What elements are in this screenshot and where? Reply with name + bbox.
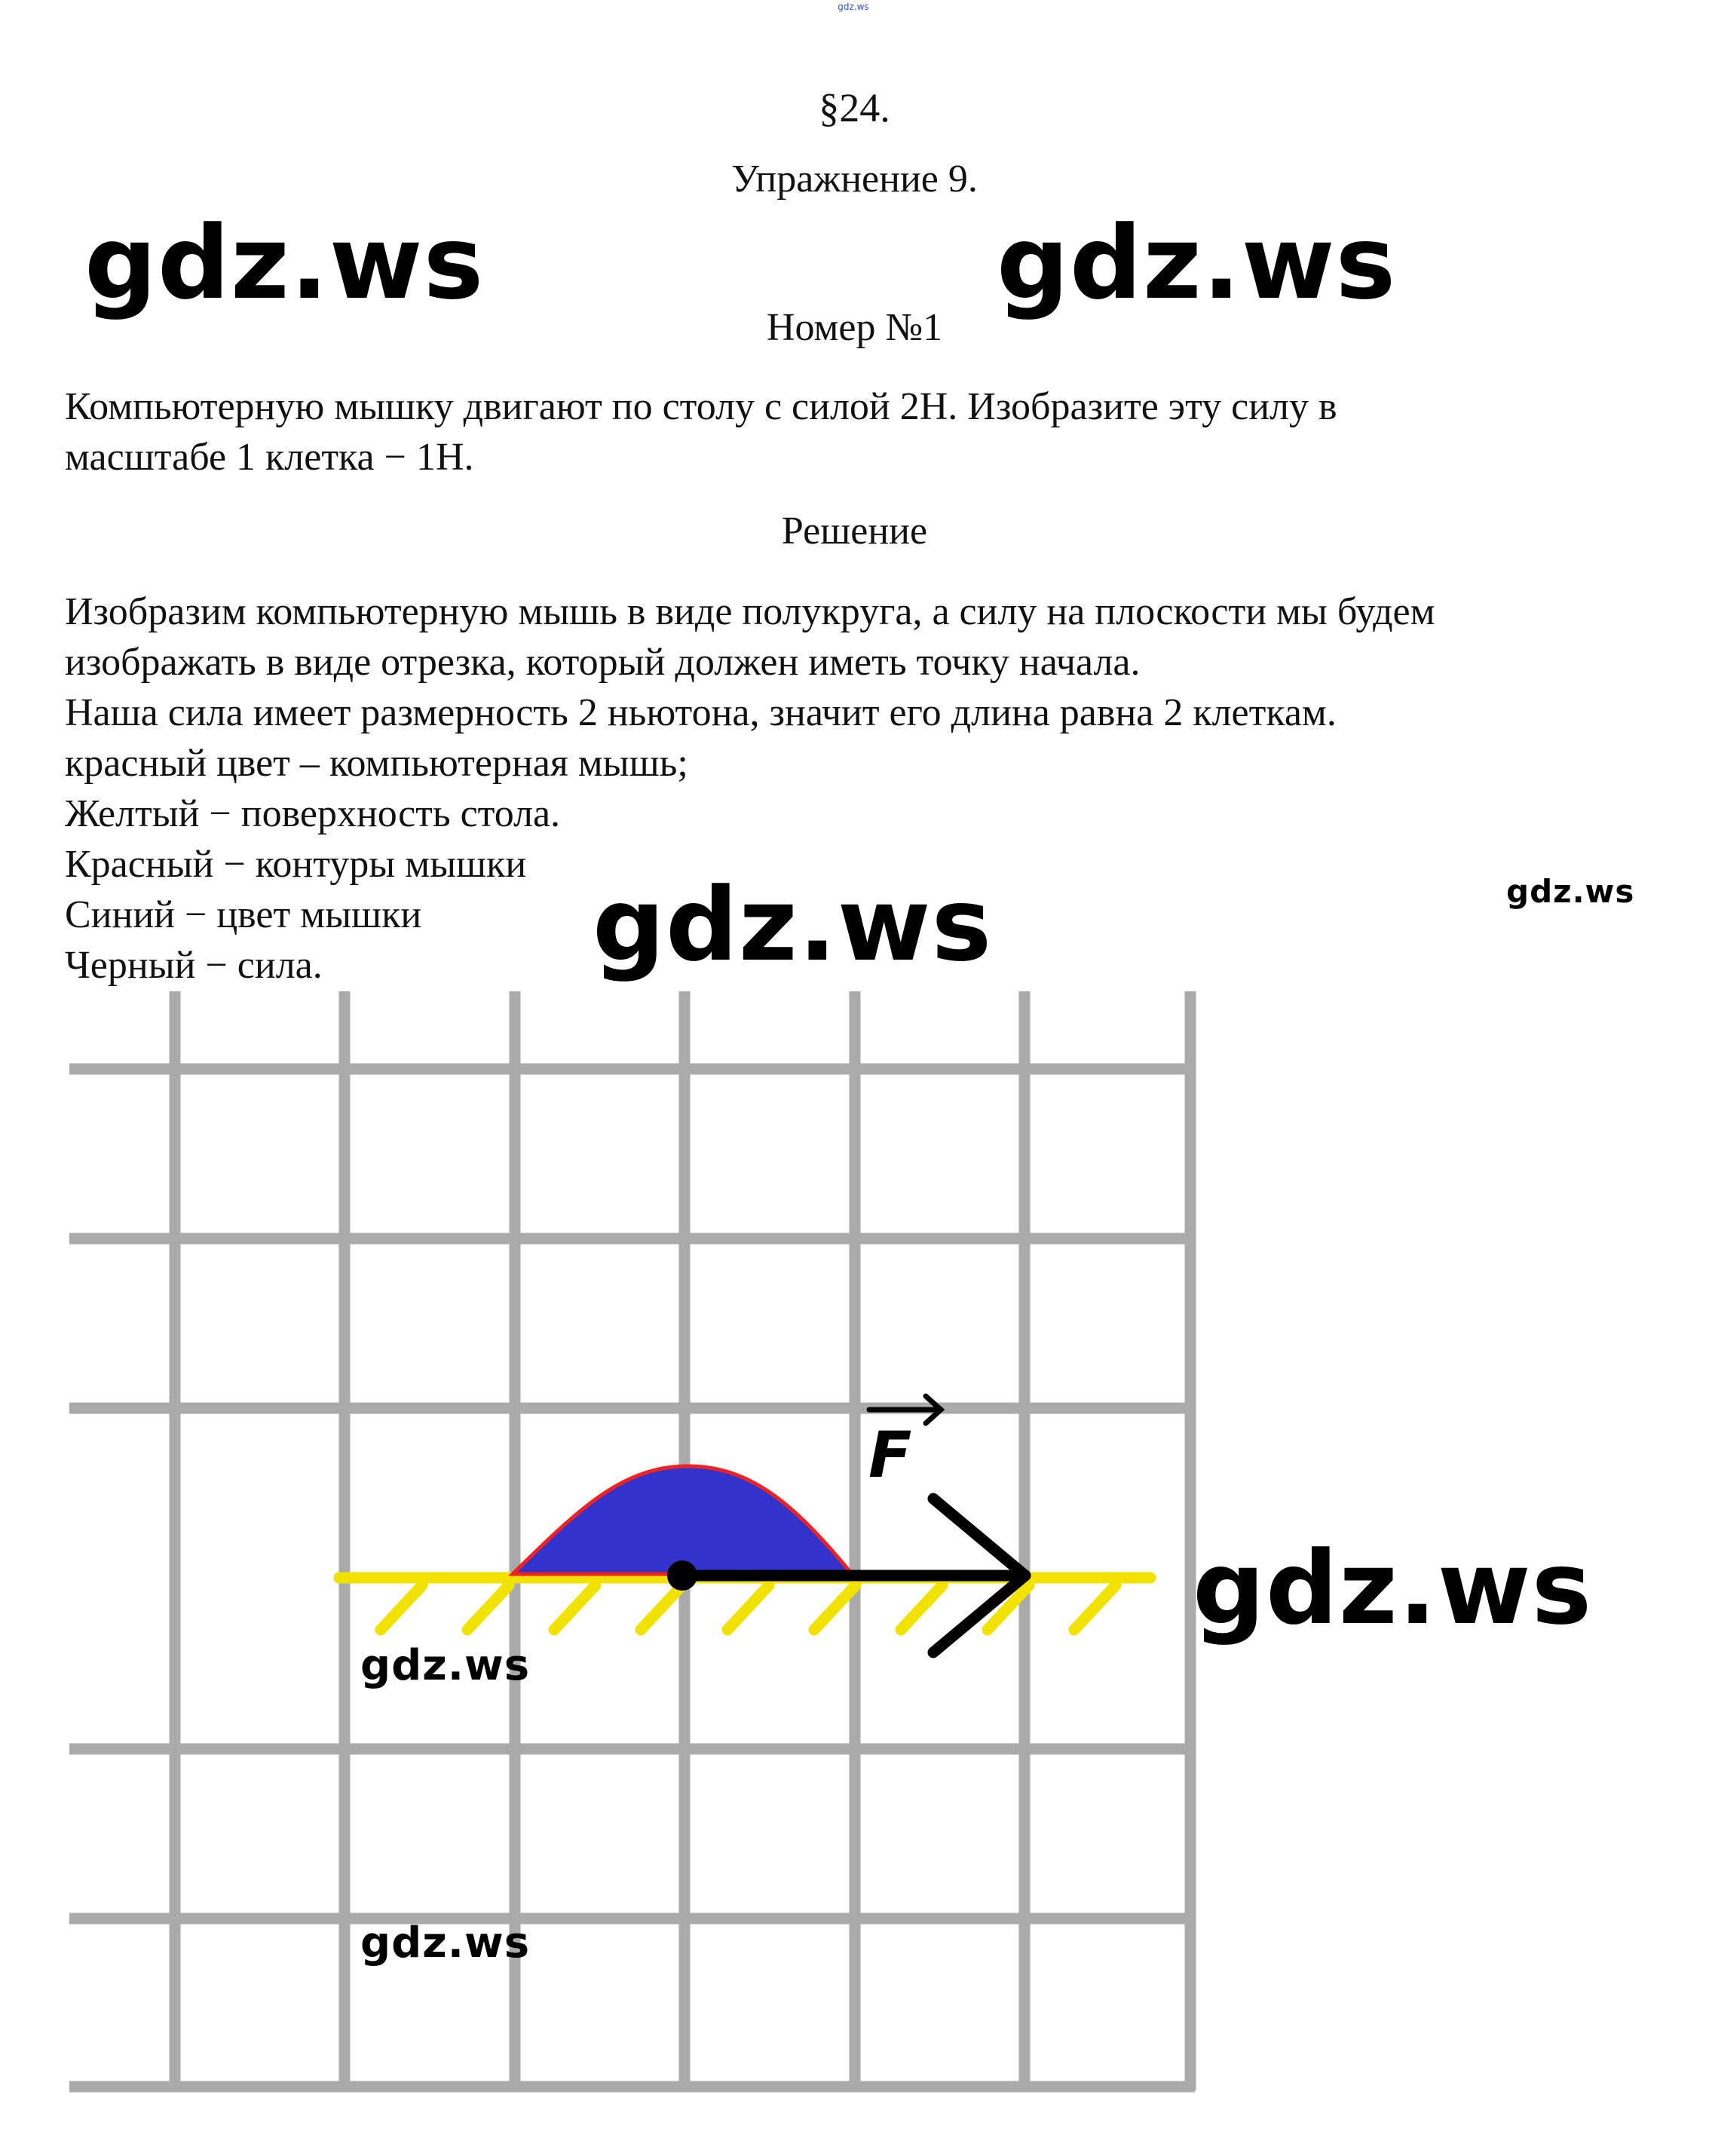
hatch-mark (727, 1585, 769, 1630)
watermark: gdz.ws (360, 1641, 531, 1690)
problem-line: Компьютерную мышку двигают по столу с силой 2Н. Изобразите эту силу в (65, 385, 1337, 428)
hatch-mark (467, 1585, 509, 1630)
watermark: gdz.ws (360, 1919, 531, 1968)
solution-line: красный цвет – компьютерная мышь; (65, 742, 688, 785)
watermark: gdz.ws (84, 204, 485, 322)
computer-mouse (513, 1466, 852, 1574)
solution-line: Наша сила имеет размерность 2 ньютона, значит его длина равна 2 клеткам. (65, 691, 1337, 734)
solution-line: Черный − сила. (65, 944, 323, 987)
hatch-mark (554, 1585, 596, 1630)
hatch-mark (901, 1585, 942, 1630)
watermark: gdz.ws (997, 204, 1397, 322)
watermark: gdz.ws (593, 866, 993, 984)
watermark: gdz.ws (1193, 1530, 1593, 1647)
problem-number: Номер №1 (766, 306, 943, 349)
watermark: gdz.ws (1506, 873, 1635, 910)
solution-line: Желтый − поверхность стола. (65, 792, 561, 835)
solution-line: изображать в виде отрезка, который должен иметь точку начала. (65, 641, 1141, 684)
top-small-watermark: gdz.ws (838, 2, 869, 12)
hatch-mark (1074, 1585, 1116, 1630)
solution-line: Синий − цвет мышки (65, 893, 422, 936)
solution-line: Красный − контуры мышки (65, 843, 527, 886)
force-origin-point (667, 1560, 697, 1591)
problem-line: масштабе 1 клетка − 1Н. (65, 436, 474, 479)
section-heading: §24. (819, 85, 890, 130)
solution-line: Изобразим компьютерную мышь в виде полукруга, а силу на плоскости мы будем (65, 590, 1435, 633)
hatch-mark (641, 1585, 682, 1630)
force-label: F (868, 1418, 912, 1492)
hatch-mark (381, 1585, 422, 1630)
solution-title: Решение (781, 510, 928, 553)
exercise-heading: Упражнение 9. (731, 158, 978, 201)
